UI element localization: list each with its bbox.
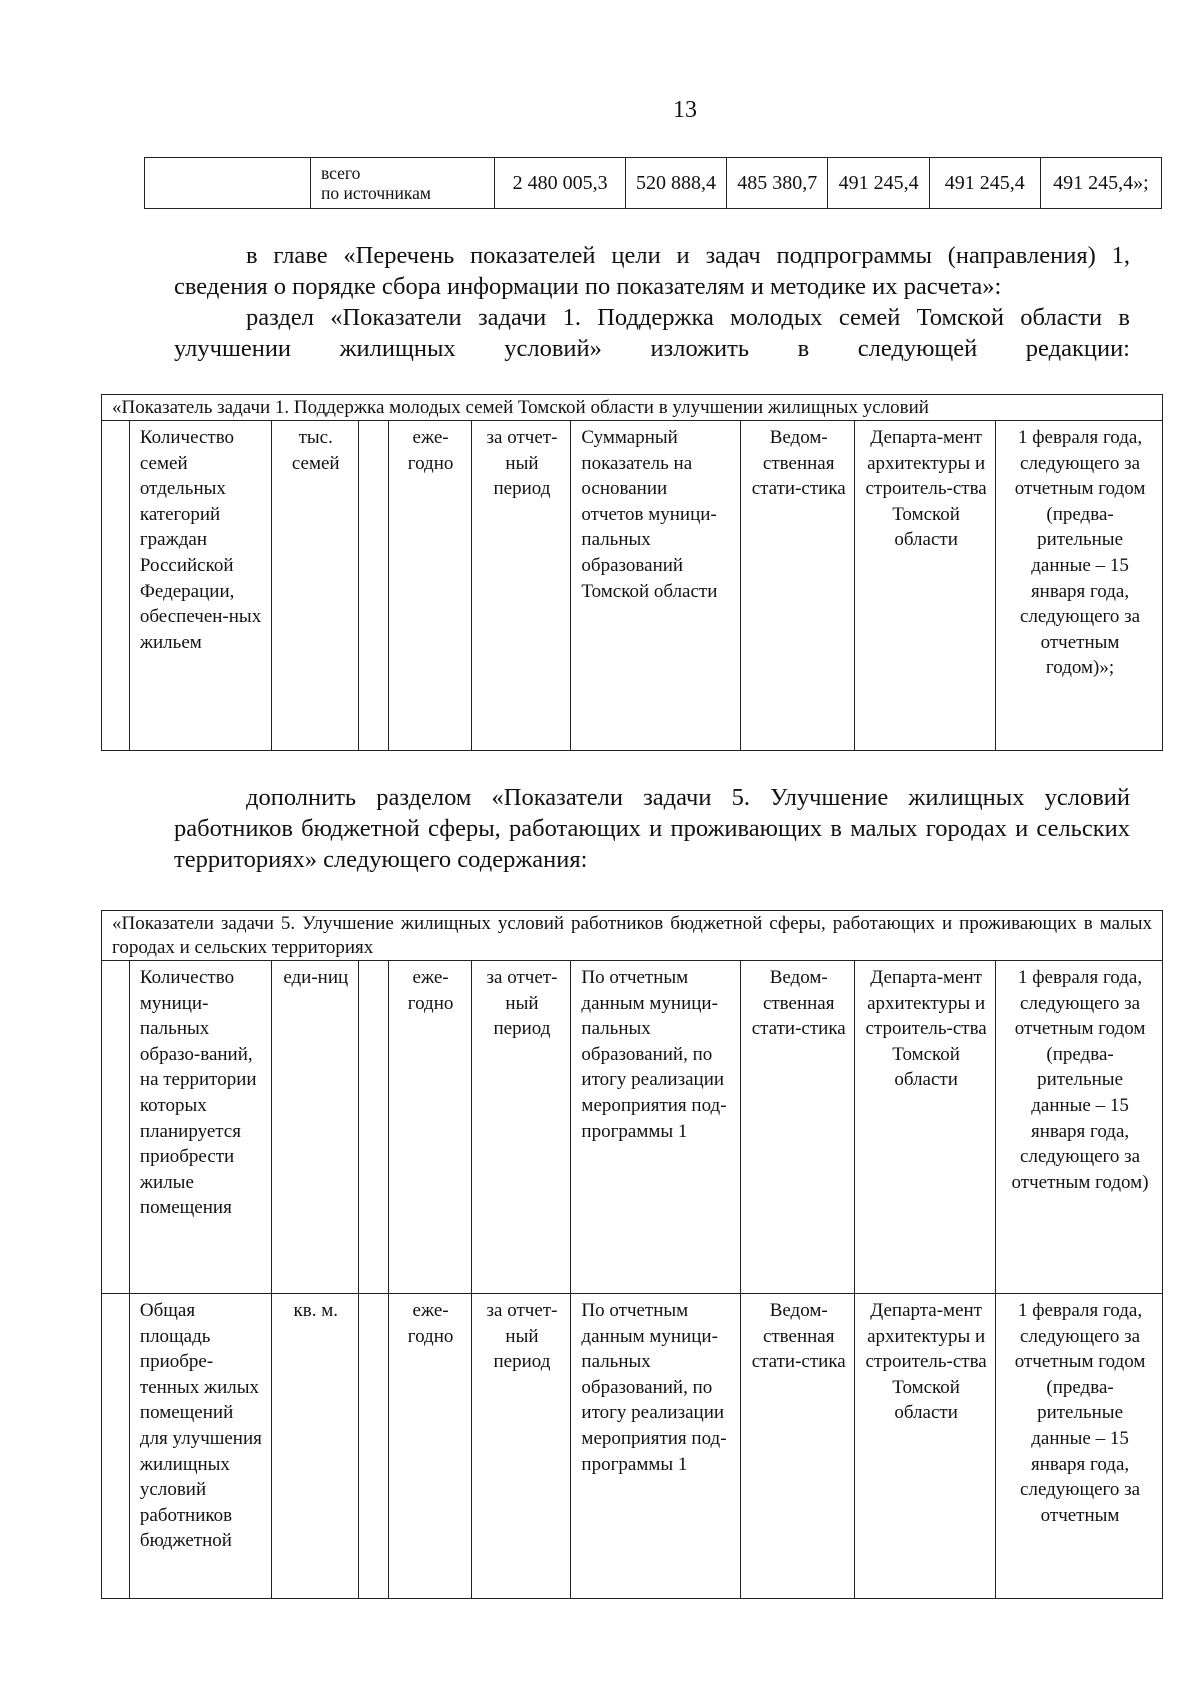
indicator-period: за отчет-ный период [471, 961, 571, 1294]
indicator-deadline: 1 февраля года, следующего за отчетным годом (предва-рительные данные – 15 января года, следующего за отчетным годом) [996, 961, 1163, 1294]
table-caption-row [102, 911, 1163, 961]
total-label-line1: всего [320, 163, 361, 183]
table-row [145, 158, 1162, 209]
total-value-cell: 2 480 005,3 [495, 158, 625, 209]
empty-cell [358, 961, 388, 1294]
indicator-source: Ведом-ственная стати-стика [741, 1294, 855, 1599]
page-number: 13 [673, 97, 697, 123]
total-value-cell: 491 245,4»; [1040, 158, 1161, 209]
empty-cell [102, 1294, 130, 1599]
indicator-responsible: Департа-мент архитектуры и строитель-ства Томской области [855, 961, 996, 1294]
table-row [102, 961, 1163, 1294]
indicator-table-2 [101, 910, 1163, 1599]
indicator-method: По отчетным данным муници-пальных образований, по итогу реализации мероприятия под-программы 1 [571, 1294, 741, 1599]
indicator-table-1 [101, 394, 1163, 751]
indicator-name: Общая площадь приобре-тенных жилых помещений для улучшения жилищных условий работников бюджетной [129, 1294, 271, 1599]
indicator-frequency: еже-годно [388, 961, 471, 1294]
total-value-cell: 491 245,4 [828, 158, 929, 209]
indicator-frequency: еже-годно [388, 421, 471, 751]
indicator-unit: кв. м. [271, 1294, 358, 1599]
paragraph-1-line2: раздел «Показатели задачи 1. Поддержка молодых семей Томской области в улучшении жилищных условий» изложить в следующей редакции: [174, 304, 1130, 362]
indicator-period: за отчет-ный период [471, 421, 571, 751]
indicator-method: Суммарный показатель на основании отчетов муници-пальных образований Томской области [571, 421, 741, 751]
table2-caption: «Показатели задачи 5. Улучшение жилищных условий работников бюджетной сферы, работающих и проживающих в малых городах и сельских территориях [102, 911, 1163, 961]
indicator-responsible: Департа-мент архитектуры и строитель-ства Томской области [855, 421, 996, 751]
indicator-deadline: 1 февраля года, следующего за отчетным годом (предва-рительные данные – 15 января года, следующего за отчетным годом)»; [996, 421, 1163, 751]
paragraph-1-line1: в главе «Перечень показателей цели и задач подпрограммы (направления) 1, сведения о порядке сбора информации по показателям и методике их расчета»: [174, 242, 1130, 300]
total-label-line2: по источникам [320, 183, 431, 203]
empty-cell [145, 158, 311, 209]
indicator-period: за отчет-ный период [471, 1294, 571, 1599]
indicator-unit: тыс. семей [271, 421, 358, 751]
total-value-cell: 491 245,4 [929, 158, 1040, 209]
table1-caption: «Показатель задачи 1. Поддержка молодых семей Томской области в улучшении жилищных условий [102, 395, 1163, 421]
total-value-cell: 520 888,4 [625, 158, 726, 209]
total-label-cell [310, 158, 494, 209]
paragraph-1 [174, 240, 1130, 364]
indicator-frequency: еже-годно [388, 1294, 471, 1599]
table-caption-row [102, 395, 1163, 421]
total-value-cell: 485 380,7 [727, 158, 828, 209]
indicator-responsible: Департа-мент архитектуры и строитель-ства Томской области [855, 1294, 996, 1599]
indicator-method: По отчетным данным муници-пальных образований, по итогу реализации мероприятия под-программы 1 [571, 961, 741, 1294]
table-row [102, 421, 1163, 751]
empty-cell [102, 961, 130, 1294]
indicator-name: Количество муници-пальных образо-ваний, на территории которых планируется приобрести жилые помещения [129, 961, 271, 1294]
empty-cell [102, 421, 130, 751]
indicator-name: Количество семей отдельных категорий граждан Российской Федерации, обеспечен-ных жильем [129, 421, 271, 751]
table-row [102, 1294, 1163, 1599]
indicator-unit: еди-ниц [271, 961, 358, 1294]
indicator-deadline: 1 февраля года, следующего за отчетным годом (предва-рительные данные – 15 января года, следующего за отчетным [996, 1294, 1163, 1599]
empty-cell [358, 1294, 388, 1599]
paragraph-2-text: дополнить разделом «Показатели задачи 5. Улучшение жилищных условий работников бюджетной сферы, работающих и проживающих в малых городах и сельских территориях» следующего содержания: [174, 784, 1130, 873]
indicator-source: Ведом-ственная стати-стика [741, 961, 855, 1294]
empty-cell [358, 421, 388, 751]
indicator-source: Ведом-ственная стати-стика [741, 421, 855, 751]
paragraph-2 [174, 782, 1130, 875]
total-row-table [144, 157, 1162, 209]
